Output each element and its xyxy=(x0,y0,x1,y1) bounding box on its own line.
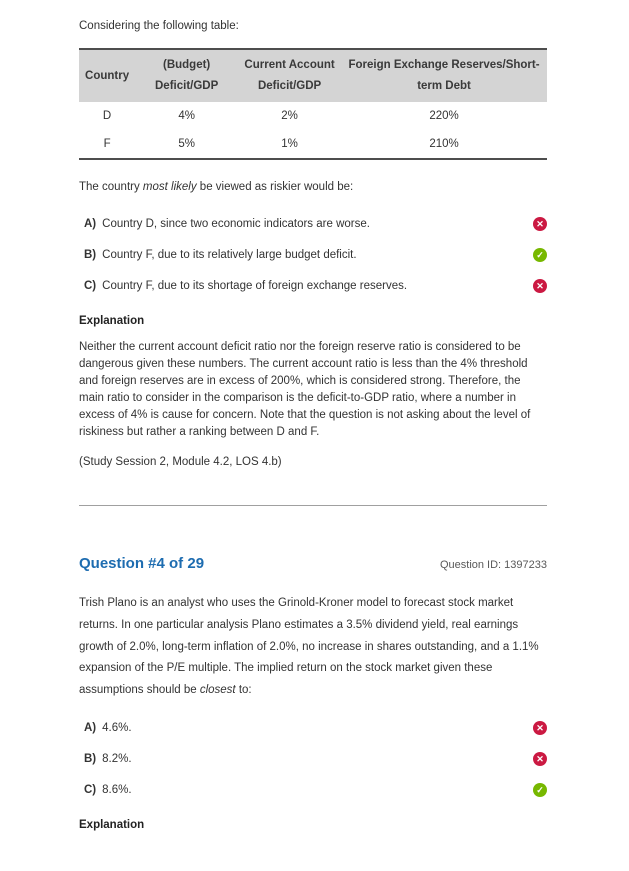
table-header-country: Country xyxy=(79,49,135,102)
answer-option-c xyxy=(79,273,547,299)
option-letter: B) xyxy=(84,249,97,261)
table-header-budget-deficit: (Budget) Deficit/GDP xyxy=(135,49,238,102)
table-header-current-account: Current Account Deficit/GDP xyxy=(238,49,341,102)
explanation-heading: Explanation xyxy=(79,818,145,831)
option-text: Country F, due to its shortage of foreign exchange reserves. xyxy=(102,280,408,292)
option-text: Country F, due to its relatively large budget deficit. xyxy=(102,249,357,261)
answer-option-c xyxy=(79,777,547,803)
answer-option-a xyxy=(79,715,547,741)
answer-option-a xyxy=(79,211,547,237)
cell-budget-deficit: 5% xyxy=(135,130,238,159)
answer-options xyxy=(79,211,547,299)
option-letter: C) xyxy=(84,783,97,796)
question-title: Question #4 of 29 xyxy=(79,555,205,572)
cell-fx-reserves: 220% xyxy=(341,102,547,130)
incorrect-icon: ✕ xyxy=(533,721,547,735)
option-letter: C) xyxy=(84,280,97,292)
cell-current-account: 1% xyxy=(238,130,341,159)
table-header-row xyxy=(79,49,547,102)
question-id: Question ID: 1397233 xyxy=(439,559,547,571)
cell-budget-deficit: 4% xyxy=(135,102,238,130)
option-text: 8.6%. xyxy=(102,783,132,796)
option-letter: A) xyxy=(84,721,97,734)
incorrect-icon: ✕ xyxy=(533,217,547,231)
option-letter: A) xyxy=(84,218,97,230)
answer-option-b xyxy=(79,746,547,772)
option-letter: B) xyxy=(84,752,97,765)
cell-current-account: 2% xyxy=(238,102,341,130)
answer-option-b xyxy=(79,242,547,268)
option-text: Country D, since two economic indicators are worse. xyxy=(102,218,370,230)
question-header xyxy=(79,555,547,572)
question-stem: Trish Plano is an analyst who uses the Grinold-Kroner model to forecast stock market returns. In one particular analysis Plano estimates a 3.5% dividend yield, real earnings growth of 2.0%, long-term inflation of 2.0%, no increase in shares outstanding, and a 1.1% expansion of the P/E multiple. The implied return on the stock market given these assumptions should be closest to: xyxy=(79,597,539,697)
section-divider xyxy=(79,505,547,506)
explanation-heading: Explanation xyxy=(79,315,145,327)
intro-text: Considering the following table: xyxy=(79,20,239,32)
incorrect-icon: ✕ xyxy=(533,279,547,293)
cell-country: F xyxy=(79,130,135,159)
table-header-fx-reserves: Foreign Exchange Reserves/Short- term Debt xyxy=(341,49,547,102)
cell-country: D xyxy=(79,102,135,130)
table-row xyxy=(79,102,547,130)
cell-fx-reserves: 210% xyxy=(341,130,547,159)
option-text: 8.2%. xyxy=(102,752,132,765)
study-session-reference: (Study Session 2, Module 4.2, LOS 4.b) xyxy=(79,456,282,468)
comparison-table xyxy=(79,48,547,160)
explanation-text: Neither the current account deficit ratio nor the foreign reserve ratio is considered to be dangerous given these numbers. The current account ratio is less than the 4% threshold and foreign reserves are in excess of 200%, which is considered strong. Therefore, the main ratio to consider in the comparison is the deficit-to-GDP ratio, where a number in excess of 4% is cause for concern. Note that the question is not asking about the level of riskiness but rather a ranking between D and F. xyxy=(79,341,531,438)
correct-icon: ✓ xyxy=(533,783,547,797)
question-stem: The country most likely be viewed as riskier would be: xyxy=(79,181,354,193)
answer-options xyxy=(79,715,547,803)
table-row xyxy=(79,130,547,159)
incorrect-icon: ✕ xyxy=(533,752,547,766)
correct-icon: ✓ xyxy=(533,248,547,262)
option-text: 4.6%. xyxy=(102,721,132,734)
